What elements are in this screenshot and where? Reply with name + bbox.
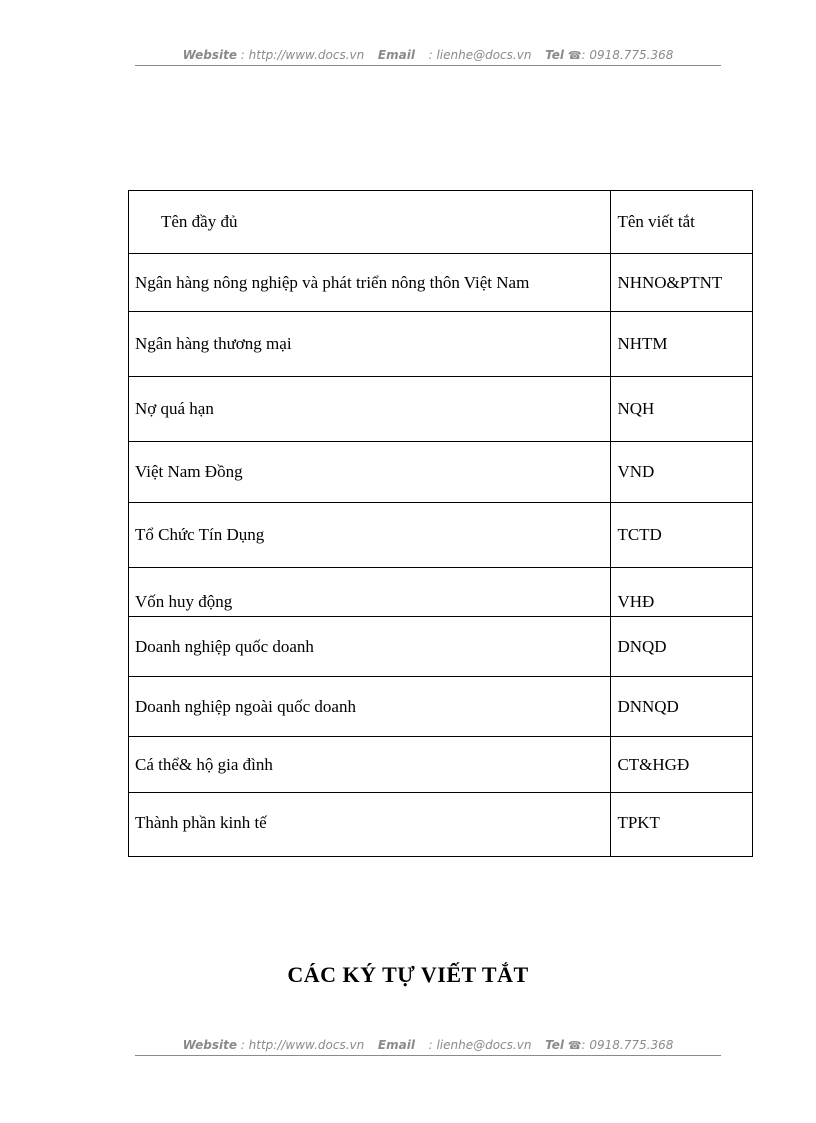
table-row: [129, 793, 753, 857]
full-name-cell: Thành phần kinh tế: [129, 793, 611, 857]
email-value: : lienhe@docs.vn: [428, 1038, 532, 1052]
abbreviation-cell: DNNQD: [611, 677, 753, 737]
full-name-cell: Cá thể& hộ gia đình: [129, 737, 611, 793]
abbreviation-cell: NQH: [611, 377, 753, 442]
header-full-name: Tên đầy đủ: [129, 191, 611, 254]
abbreviation-cell: TCTD: [611, 503, 753, 568]
page-title: CÁC KÝ TỰ VIẾT TẮT: [287, 962, 529, 987]
table-row: [129, 568, 753, 617]
abbreviation-cell: VHĐ: [611, 568, 753, 617]
table-row: [129, 737, 753, 793]
full-name-cell: Việt Nam Đồng: [129, 442, 611, 503]
abbreviation-cell: DNQD: [611, 617, 753, 677]
abbreviation-cell: CT&HGĐ: [611, 737, 753, 793]
header-abbreviation: Tên viết tắt: [611, 191, 753, 254]
abbreviation-cell: VND: [611, 442, 753, 503]
table-row: [129, 442, 753, 503]
abbreviation-cell: TPKT: [611, 793, 753, 857]
table-row: [129, 617, 753, 677]
abbreviation-cell: NHTM: [611, 312, 753, 377]
website-value: : http://www.docs.vn: [240, 48, 365, 62]
phone-icon: ☎: [567, 49, 582, 62]
tel-label: Tel: [545, 1038, 564, 1052]
full-name-cell: Doanh nghiệp ngoài quốc doanh: [129, 677, 611, 737]
full-name-cell: Nợ quá hạn: [129, 377, 611, 442]
email-label: Email: [377, 1038, 415, 1052]
email-value: : lienhe@docs.vn: [428, 48, 532, 62]
full-name-cell: Tổ Chức Tín Dụng: [129, 503, 611, 568]
email-label: Email: [377, 48, 415, 62]
page-header: [135, 48, 721, 66]
website-value: : http://www.docs.vn: [240, 1038, 365, 1052]
tel-value: : 0918.775.368: [581, 1038, 674, 1052]
abbreviation-table: [128, 190, 753, 857]
table-row: [129, 377, 753, 442]
website-label: Website: [182, 1038, 237, 1052]
table-row: [129, 677, 753, 737]
full-name-cell: Ngân hàng thương mại: [129, 312, 611, 377]
table-row: [129, 312, 753, 377]
phone-icon: ☎: [567, 1039, 582, 1052]
tel-value: : 0918.775.368: [581, 48, 674, 62]
abbreviation-cell: NHNO&PTNT: [611, 254, 753, 312]
full-name-cell: Ngân hàng nông nghiệp và phát triển nông thôn Việt Nam: [129, 254, 611, 312]
table-header-row: [129, 191, 753, 254]
full-name-cell: Vốn huy động: [129, 568, 611, 617]
table-row: [129, 254, 753, 312]
full-name-cell: Doanh nghiệp quốc doanh: [129, 617, 611, 677]
tel-label: Tel: [545, 48, 564, 62]
website-label: Website: [182, 48, 237, 62]
page-footer: [135, 1038, 721, 1056]
table-row: [129, 503, 753, 568]
